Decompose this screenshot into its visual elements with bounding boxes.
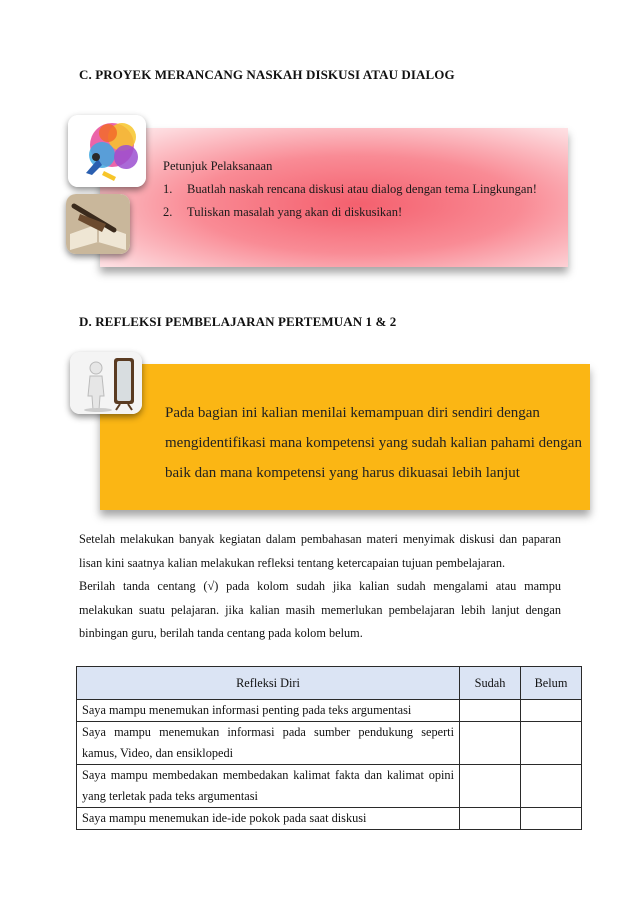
table-row bbox=[77, 700, 582, 722]
section-c-heading: C. PROYEK MERANCANG NASKAH DISKUSI ATAU DIALOG bbox=[79, 67, 455, 82]
colorful-art-icon bbox=[68, 115, 146, 187]
reflection-table bbox=[76, 666, 582, 830]
not-yet-cell[interactable] bbox=[521, 700, 582, 722]
instructions bbox=[163, 155, 537, 224]
section-d-heading: D. REFLEKSI PEMBELAJARAN PERTEMUAN 1 & 2 bbox=[79, 314, 397, 329]
instructions-title: Petunjuk Pelaksanaan bbox=[163, 159, 273, 173]
done-cell[interactable] bbox=[460, 808, 521, 830]
not-yet-cell[interactable] bbox=[521, 722, 582, 765]
header-reflection: Refleksi Diri bbox=[77, 667, 460, 700]
table-header-row bbox=[77, 667, 582, 700]
not-yet-cell[interactable] bbox=[521, 765, 582, 808]
not-yet-cell[interactable] bbox=[521, 808, 582, 830]
table-row bbox=[77, 808, 582, 830]
paragraph-2: Berilah tanda centang (√) pada kolom sudah jika kalian sudah mengalami atau mampu melakukan suatu pelajaran. jika kalian masih memerlukan pembelajaran lebih lanjut dengan binbingan guru, berilah tanda centang pada kolom belum. bbox=[79, 579, 561, 640]
book-pen-icon bbox=[66, 194, 130, 254]
instruction-item: 2. Tuliskan masalah yang akan di diskusikan! bbox=[163, 205, 403, 219]
row-text: Saya mampu menemukan ide-ide pokok pada saat diskusi bbox=[77, 808, 460, 830]
row-text: Saya mampu membedakan membedakan kalimat fakta dan kalimat opini yang terletak pada teks argumentasi bbox=[77, 765, 460, 808]
paragraph-1: Setelah melakukan banyak kegiatan dalam pembahasan materi menyimak diskusi dan paparan lisan kini saatnya kalian melakukan refleksi tentang ketercapaian tujuan pembelajaran. bbox=[79, 532, 561, 570]
table-row bbox=[77, 765, 582, 808]
done-cell[interactable] bbox=[460, 700, 521, 722]
done-cell[interactable] bbox=[460, 765, 521, 808]
row-text: Saya mampu menemukan informasi penting pada teks argumentasi bbox=[77, 700, 460, 722]
instruction-paragraph bbox=[79, 528, 561, 646]
mirror-figure-icon bbox=[70, 352, 142, 414]
instruction-item: 1. Buatlah naskah rencana diskusi atau dialog dengan tema Lingkungan! bbox=[163, 182, 537, 196]
done-cell[interactable] bbox=[460, 722, 521, 765]
header-done: Sudah bbox=[460, 667, 521, 700]
header-not-yet: Belum bbox=[521, 667, 582, 700]
row-text: Saya mampu menemukan informasi pada sumber pendukung seperti kamus, Video, dan ensiklopedi bbox=[77, 722, 460, 765]
reflection-box-text: Pada bagian ini kalian menilai kemampuan diri sendiri dengan mengidentifikasi mana kompetensi yang sudah kalian pahami dengan baik dan mana kompetensi yang harus dikuasai lebih lanjut bbox=[165, 405, 582, 481]
table-row bbox=[77, 722, 582, 765]
